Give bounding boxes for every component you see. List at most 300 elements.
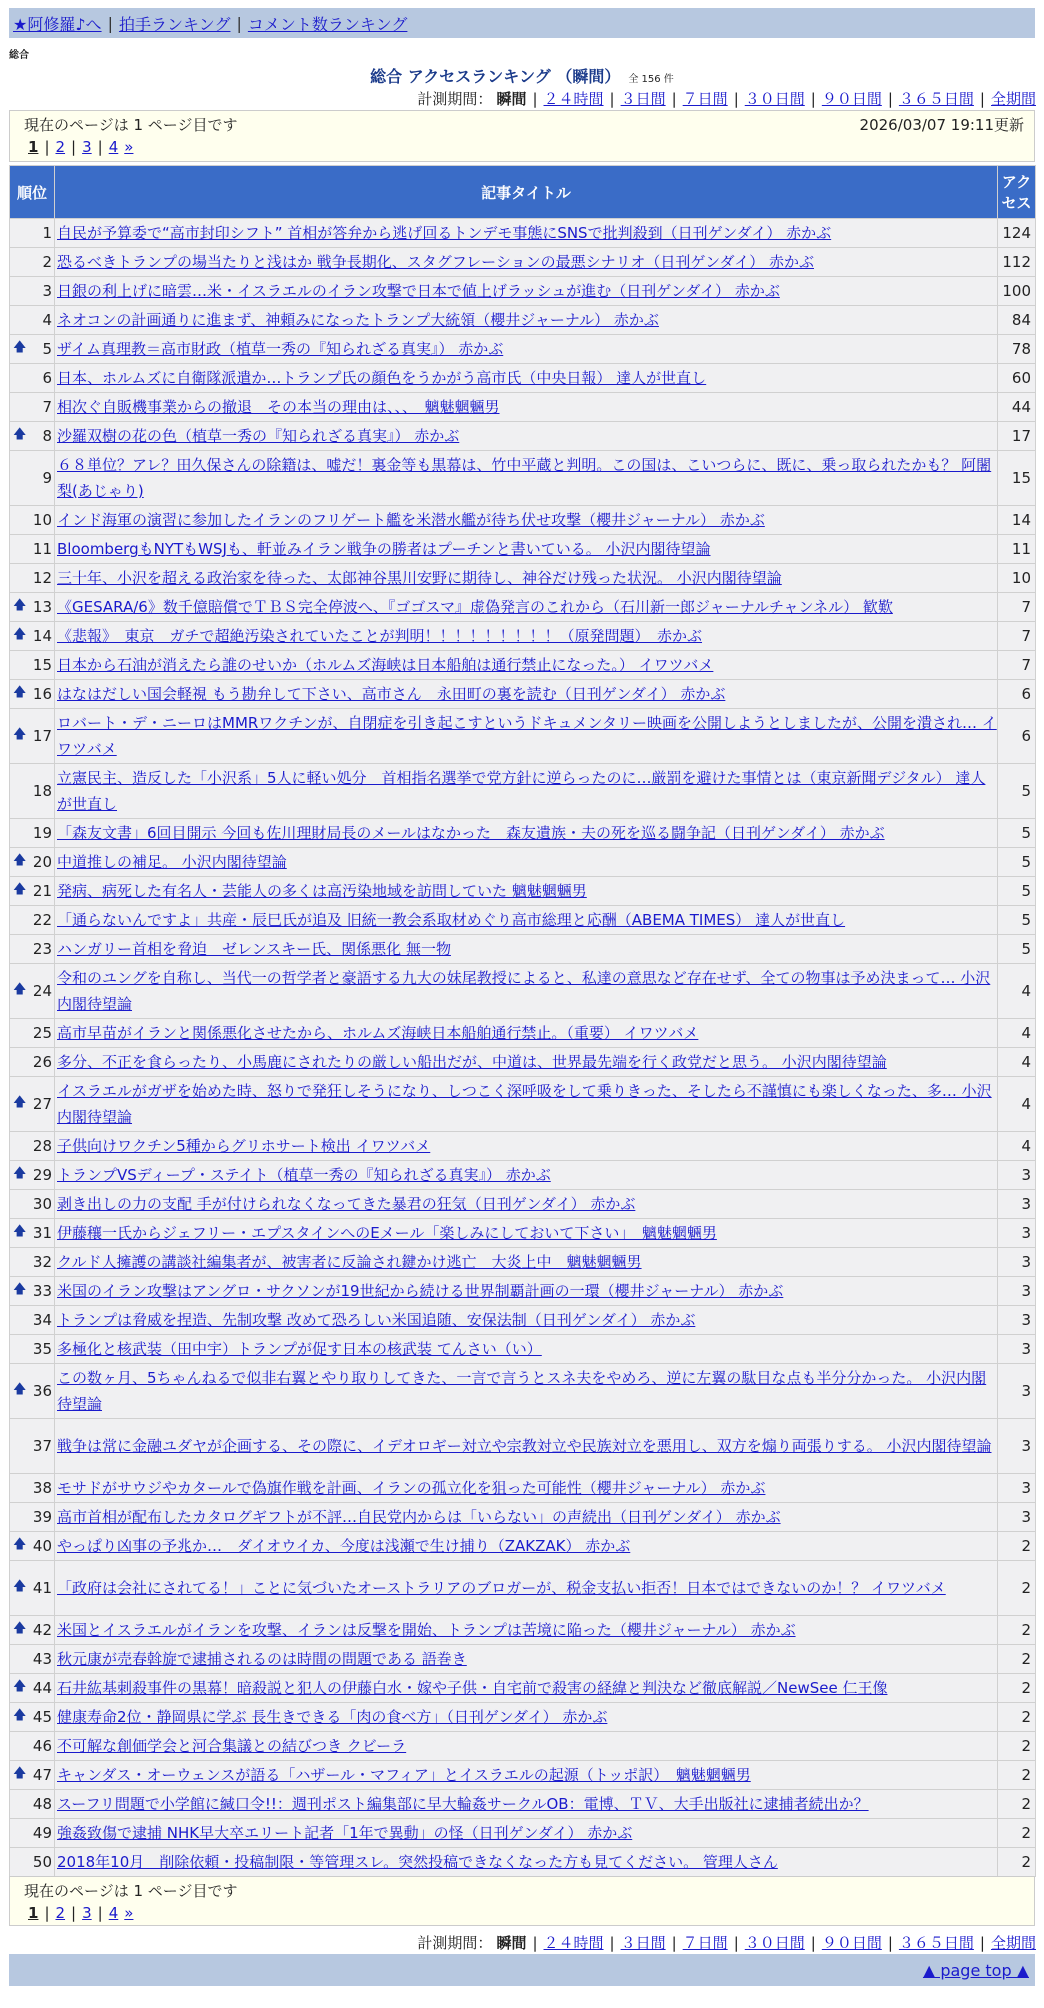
access-count: 3 <box>998 1503 1036 1532</box>
rank-number: 35 <box>32 1340 52 1358</box>
period-label: 計測期間： <box>417 1934 493 1952</box>
title-cell <box>55 651 998 680</box>
article-link[interactable]: 石井紘基刺殺事件の黒幕！暗殺説と犯人の伊藤白水・嫁や子供・自宅前で殺害の経緯と判決など徹底解説／NewSee 仁王像 <box>57 1679 888 1697</box>
table-row <box>10 1077 1036 1132</box>
title-cell <box>55 1703 998 1732</box>
title-cell <box>55 1732 998 1761</box>
separator: | <box>671 89 677 108</box>
access-count: 2 <box>998 1616 1036 1645</box>
title-cell <box>55 535 998 564</box>
article-link[interactable]: イスラエルがガザを始めた時、怒りで発狂しそうになり、しつこく深呼吸をして乗りきった、そしたら不謹慎にも楽しくなった、多… 小沢内閣待望論 <box>57 1082 992 1126</box>
period-link[interactable]: ９０日間 <box>821 90 882 108</box>
access-count: 84 <box>998 306 1036 335</box>
article-link[interactable]: 米国のイラン攻撃はアングロ・サクソンが19世紀から続ける世界制覇計画の一環（櫻井ジャーナル） 赤かぶ <box>57 1282 784 1300</box>
rank-number: 45 <box>32 1708 52 1726</box>
bottom-bar <box>9 1954 1035 1986</box>
title-cell <box>55 1277 998 1306</box>
access-count: 60 <box>998 364 1036 393</box>
access-count: 3 <box>998 1306 1036 1335</box>
title-cell <box>55 1645 998 1674</box>
table-row <box>10 1277 1036 1306</box>
title-cell <box>55 819 998 848</box>
rank-cell <box>10 1048 55 1077</box>
page-info-bottom <box>9 1876 1035 1926</box>
rank-number: 27 <box>32 1095 52 1113</box>
rank-cell <box>10 1364 55 1419</box>
rank-cell <box>10 819 55 848</box>
article-link[interactable]: 米国とイスラエルがイランを攻撃、イランは反撃を開始、トランプは苦境に陥った（櫻井ジャーナル） 赤かぶ <box>57 1621 796 1639</box>
article-link[interactable]: 健康寿命2位・静岡県に学ぶ 長生きできる「肉の食べ方」（日刊ゲンダイ） 赤かぶ <box>57 1708 608 1726</box>
page-top-link[interactable]: ▲ page top ▲ <box>922 1960 1029 1980</box>
title-cell <box>55 1419 998 1474</box>
separator: | <box>97 1904 103 1922</box>
page-link[interactable]: » <box>124 1904 134 1922</box>
separator: | <box>810 1933 816 1952</box>
table-row <box>10 506 1036 535</box>
separator: | <box>887 89 893 108</box>
access-count: 5 <box>998 935 1036 964</box>
title-cell <box>55 877 998 906</box>
article-link[interactable]: ハンガリー首相を脅迫 ゼレンスキー氏、関係悪化 無一物 <box>57 940 451 958</box>
article-link[interactable]: BloombergもNYTもWSJも、軒並みイラン戦争の勝者はプーチンと書いている。 小沢内閣待望論 <box>57 540 711 558</box>
page-link[interactable]: 4 <box>108 1904 119 1922</box>
up-arrow-icon: 🡅 <box>13 1766 27 1781</box>
article-link[interactable]: 子供向けワクチン5種からグリホサート検出 イワツバメ <box>57 1137 431 1155</box>
separator: | <box>733 1933 739 1952</box>
table-row <box>10 277 1036 306</box>
access-count: 4 <box>998 1048 1036 1077</box>
rank-cell <box>10 622 55 651</box>
access-count: 5 <box>998 877 1036 906</box>
rank-number: 21 <box>32 882 52 900</box>
rank-number: 7 <box>42 398 52 416</box>
article-link[interactable]: 「森友文書」6回目開示 今回も佐川理財局長のメールはなかった 森友遺族・夫の死を巡る闘争記（日刊ゲンダイ） 赤かぶ <box>57 824 885 842</box>
rank-cell <box>10 1132 55 1161</box>
access-count: 78 <box>998 335 1036 364</box>
up-arrow-icon: 🡅 <box>13 340 27 355</box>
access-count: 5 <box>998 819 1036 848</box>
table-row <box>10 651 1036 680</box>
up-arrow-icon: 🡅 <box>13 853 27 868</box>
rank-cell <box>10 1703 55 1732</box>
title-cell <box>55 1819 998 1848</box>
title-cell <box>55 1077 998 1132</box>
title-cell <box>55 1132 998 1161</box>
rank-number: 31 <box>32 1224 52 1242</box>
table-row <box>10 1819 1036 1848</box>
table-row <box>10 1190 1036 1219</box>
article-link[interactable]: ザイム真理教＝高市財政（植草一秀の『知られざる真実』） 赤かぶ <box>57 340 504 358</box>
rank-cell <box>10 651 55 680</box>
rank-cell <box>10 1532 55 1561</box>
table-row <box>10 622 1036 651</box>
access-count: 2 <box>998 1819 1036 1848</box>
access-count: 11 <box>998 535 1036 564</box>
title-cell <box>55 248 998 277</box>
rank-cell <box>10 877 55 906</box>
article-link[interactable]: 不可解な創価学会と河合集議との結びつき クビーラ <box>57 1737 407 1755</box>
table-row <box>10 1532 1036 1561</box>
rank-number: 17 <box>32 727 52 745</box>
access-count: 2 <box>998 1848 1036 1877</box>
period-link[interactable]: ９０日間 <box>821 1934 882 1952</box>
rank-cell <box>10 1219 55 1248</box>
rank-number: 49 <box>32 1824 52 1842</box>
title-cell <box>55 277 998 306</box>
access-count: 100 <box>998 277 1036 306</box>
rank-cell <box>10 1161 55 1190</box>
rank-cell <box>10 248 55 277</box>
period-link[interactable]: 全期間 <box>990 90 1036 108</box>
period-link[interactable]: ３０日間 <box>744 90 805 108</box>
access-count: 112 <box>998 248 1036 277</box>
title-cell <box>55 335 998 364</box>
article-link[interactable]: 《悲報》 東京 ガチで超絶汚染されていたことが判明！！！！！！！！！（原発問題） 赤かぶ <box>57 627 703 645</box>
table-row <box>10 1019 1036 1048</box>
up-arrow-icon: 🡅 <box>13 1708 27 1723</box>
rank-number: 2 <box>42 253 52 271</box>
rank-cell <box>10 1645 55 1674</box>
title-cell <box>55 1248 998 1277</box>
article-link[interactable]: やっぱり凶事の予兆か… ダイオウイカ、今度は浅瀬で生け捕り（ZAKZAK） 赤かぶ <box>57 1537 631 1555</box>
access-count: 3 <box>998 1335 1036 1364</box>
rank-number: 11 <box>32 540 52 558</box>
article-link[interactable]: 「通らないんですよ」共産・辰巳氏が追及 旧統一教会系取材めぐり高市総理と応酬（ABEMA TIMES） 達人が世直し <box>57 911 846 929</box>
access-count: 10 <box>998 564 1036 593</box>
rank-cell <box>10 219 55 248</box>
separator: | <box>71 138 77 156</box>
rank-cell <box>10 1248 55 1277</box>
separator: | <box>97 138 103 156</box>
period-link[interactable]: ７日間 <box>682 1934 728 1952</box>
article-link[interactable]: 沙羅双樹の花の色（植草一秀の『知られざる真実』） 赤かぶ <box>57 427 460 445</box>
separator: | <box>671 1933 677 1952</box>
title-cell <box>55 564 998 593</box>
article-link[interactable]: スーフリ問題で小学館に緘口令!!：週刊ポスト編集部に早大輪姦サークルOB：電博、ＴＶ、大手出版社に逮捕者続出か？ <box>57 1795 869 1813</box>
title-cell <box>55 935 998 964</box>
article-link[interactable]: クルド人擁護の講談社編集者が、被害者に反論され鍵かけ逃亡 大炎上中 魑魅魍魎男 <box>57 1253 642 1271</box>
rank-cell <box>10 964 55 1019</box>
rank-cell <box>10 1819 55 1848</box>
rank-cell <box>10 1306 55 1335</box>
table-row <box>10 906 1036 935</box>
rank-number: 46 <box>32 1737 52 1755</box>
table-row <box>10 1419 1036 1474</box>
table-row <box>10 1561 1036 1616</box>
rank-number: 30 <box>32 1195 52 1213</box>
up-arrow-icon: 🡅 <box>13 427 27 442</box>
rank-number: 47 <box>32 1766 52 1784</box>
top-nav-bar <box>9 8 1035 38</box>
access-count: 15 <box>998 451 1036 506</box>
article-link[interactable]: トランプVSディープ・ステイト（植草一秀の『知られざる真実』） 赤かぶ <box>57 1166 551 1184</box>
article-link[interactable]: ロバート・デ・ニーロはMMRワクチンが、自閉症を引き起こすというドキュメンタリー映画を公開しようとしましたが、公開を潰され… イワツバメ <box>57 714 997 758</box>
rank-number: 36 <box>32 1382 52 1400</box>
rank-number: 20 <box>32 853 52 871</box>
article-link[interactable]: ネオコンの計画通りに進まず、神頼みになったトランプ大統領（櫻井ジャーナル） 赤かぶ <box>57 311 659 329</box>
article-link[interactable]: 「政府は会社にされてる！」ことに気づいたオーストラリアのブロガーが、税金支払い拒否！日本ではできないのか！？ イワツバメ <box>57 1579 946 1597</box>
page-link[interactable]: » <box>124 138 134 156</box>
table-row <box>10 248 1036 277</box>
category-label: 総合 <box>9 50 29 61</box>
title-cell <box>55 1048 998 1077</box>
rank-number: 22 <box>32 911 52 929</box>
period-link[interactable]: ７日間 <box>682 90 728 108</box>
rank-number: 10 <box>32 511 52 529</box>
article-link[interactable]: 立憲民主、造反した「小沢系」5人に軽い処分 首相指名選挙で党方針に逆らったのに…厳罰を避けた事情とは（東京新聞デジタル） 達人が世直し <box>57 769 986 813</box>
table-row <box>10 1219 1036 1248</box>
title-cell <box>55 1364 998 1419</box>
period-link[interactable]: ３日間 <box>620 1934 666 1952</box>
page-link[interactable]: 3 <box>82 138 92 156</box>
access-count: 14 <box>998 506 1036 535</box>
rank-number: 9 <box>42 469 52 487</box>
article-link[interactable]: 令和のユングを自称し、当代一の哲学者と豪語する九大の妹尾教授によると、私達の意思など存在せず、全ての物事は予め決まって… 小沢内閣待望論 <box>57 969 991 1013</box>
period-selector-bottom <box>417 1932 1036 1953</box>
period-link[interactable]: ３６５日間 <box>898 90 974 108</box>
article-link[interactable]: 発病、病死した有名人・芸能人の多くは高汚染地域を訪問していた 魑魅魍魎男 <box>57 882 587 900</box>
article-link[interactable]: 恐るべきトランプの場当たりと浅はか 戦争長期化、スタグフレーションの最悪シナリオ（日刊ゲンダイ） 赤かぶ <box>57 253 814 271</box>
up-arrow-icon: 🡅 <box>13 1537 27 1552</box>
separator: | <box>532 89 538 108</box>
title-cell <box>55 1761 998 1790</box>
table-row <box>10 964 1036 1019</box>
rank-cell <box>10 1848 55 1877</box>
separator: | <box>733 89 739 108</box>
separator: | <box>107 13 113 33</box>
total-count: 全 156 件 <box>628 74 674 85</box>
rank-number: 40 <box>32 1537 52 1555</box>
rank-number: 12 <box>32 569 52 587</box>
up-arrow-icon: 🡅 <box>13 598 27 613</box>
rank-number: 19 <box>32 824 52 842</box>
article-link[interactable]: インド海軍の演習に参加したイランのフリゲート艦を米潜水艦が待ち伏せ攻撃（櫻井ジャーナル） 赤かぶ <box>57 511 765 529</box>
period-selector-top <box>417 88 1036 109</box>
rank-number: 3 <box>42 282 52 300</box>
access-count: 2 <box>998 1561 1036 1616</box>
access-count: 7 <box>998 593 1036 622</box>
rank-cell <box>10 1419 55 1474</box>
rank-number: 37 <box>32 1437 52 1455</box>
page-current: 1 <box>28 138 39 156</box>
article-link[interactable]: 中道推しの補足。 小沢内閣待望論 <box>57 853 287 871</box>
updated-time: 2026/03/07 19:11更新 <box>859 115 1024 134</box>
article-link[interactable]: 多極化と核武装（田中宇）トランプが促す日本の核武装 てんさい（い） <box>57 1340 542 1358</box>
article-link[interactable]: 日銀の利上げに暗雲…米・イスラエルのイラン攻撃で日本で値上げラッシュが進む（日刊ゲンダイ） 赤かぶ <box>57 282 780 300</box>
table-row <box>10 1335 1036 1364</box>
access-count: 2 <box>998 1761 1036 1790</box>
separator: | <box>979 89 985 108</box>
access-count: 5 <box>998 848 1036 877</box>
table-row <box>10 335 1036 364</box>
article-link[interactable]: 高市首相が配布したカタログギフトが不評…自民党内からは「いらない」の声続出（日刊ゲンダイ） 赤かぶ <box>57 1508 781 1526</box>
rank-number: 6 <box>42 369 52 387</box>
article-link[interactable]: 三十年、小沢を超える政治家を待った、太郎神谷黒川安野に期待し、神谷だけ残った状況。 小沢内閣待望論 <box>57 569 782 587</box>
access-count: 3 <box>998 1190 1036 1219</box>
table-row <box>10 1645 1036 1674</box>
rank-cell <box>10 1019 55 1048</box>
access-count: 124 <box>998 219 1036 248</box>
up-arrow-icon: 🡅 <box>13 1679 27 1694</box>
article-link[interactable]: 伊藤穰一氏からジェフリー・エプスタインへのEメール「楽しみにしておいて下さい」 魑魅魍魎男 <box>57 1224 717 1242</box>
table-row <box>10 1790 1036 1819</box>
home-link[interactable]: ★阿修羅♪へ <box>13 14 102 34</box>
rank-number: 5 <box>42 340 52 358</box>
title-cell <box>55 1674 998 1703</box>
rank-cell <box>10 451 55 506</box>
rank-number: 50 <box>32 1853 52 1871</box>
table-row <box>10 1364 1036 1419</box>
article-link[interactable]: はなはだしい国会軽視 もう勘弁して下さい、高市さん 永田町の裏を読む（日刊ゲンダイ） 赤かぶ <box>57 685 726 703</box>
article-link[interactable]: この数ヶ月、5ちゃんねるで似非右翼とやり取りしてきた、一言で言うとスネ夫をやめろ、逆に左翼の駄目な点も半分分かった。 小沢内閣待望論 <box>57 1369 987 1413</box>
article-link[interactable]: 戦争は常に金融ユダヤが企画する、その際に、イデオロギー対立や宗教対立や民族対立を悪用し、双方を煽り両張りする。 小沢内閣待望論 <box>57 1437 992 1455</box>
up-arrow-icon: 🡅 <box>13 1282 27 1297</box>
separator: | <box>887 1933 893 1952</box>
up-arrow-icon: 🡅 <box>13 1095 27 1110</box>
rank-cell <box>10 564 55 593</box>
title-cell <box>55 1190 998 1219</box>
table-row <box>10 364 1036 393</box>
rank-cell <box>10 535 55 564</box>
up-arrow-icon: 🡅 <box>13 882 27 897</box>
table-row <box>10 1306 1036 1335</box>
title-cell <box>55 506 998 535</box>
period-link[interactable]: 全期間 <box>990 1934 1036 1952</box>
clap-ranking-link[interactable]: 拍手ランキング <box>118 14 231 34</box>
title-cell <box>55 709 998 764</box>
access-count: 4 <box>998 964 1036 1019</box>
article-link[interactable]: 日本から石油が消えたら誰のせいか（ホルムズ海峡は日本船舶は通行禁止になった。） イワツバメ <box>57 656 714 674</box>
article-link[interactable]: 秋元康が売春斡旋で逮捕されるのは時間の問題である 語巻き <box>57 1650 467 1668</box>
rank-number: 34 <box>32 1311 52 1329</box>
rank-number: 29 <box>32 1166 52 1184</box>
table-row <box>10 764 1036 819</box>
article-link[interactable]: トランプは脅威を捏造、先制攻撃 改めて恐ろしい米国追随、安保法制（日刊ゲンダイ） 赤かぶ <box>57 1311 696 1329</box>
rank-cell <box>10 764 55 819</box>
rank-number: 25 <box>32 1024 52 1042</box>
rank-number: 15 <box>32 656 52 674</box>
title-cell <box>55 1616 998 1645</box>
rank-cell <box>10 1616 55 1645</box>
rank-cell <box>10 1790 55 1819</box>
separator: | <box>609 1933 615 1952</box>
separator: | <box>44 1904 50 1922</box>
article-link[interactable]: キャンダス・オーウェンスが語る「ハザール・マフィア」とイスラエルの起源（トッポ訳） 魑魅魍魎男 <box>57 1766 751 1784</box>
article-link[interactable]: 《GESARA/6》数千億賠償でＴＢＳ完全停波へ、『ゴゴスマ』虚偽発言のこれから（石川新一郎ジャーナルチャンネル） 歓歎 <box>57 598 893 616</box>
rank-cell <box>10 1077 55 1132</box>
rank-number: 24 <box>32 982 52 1000</box>
title-cell <box>55 906 998 935</box>
ranking-table <box>9 165 1036 1877</box>
table-row <box>10 1248 1036 1277</box>
table-row <box>10 306 1036 335</box>
access-count: 4 <box>998 1132 1036 1161</box>
access-count: 2 <box>998 1674 1036 1703</box>
article-link[interactable]: 自民が予算委で“高市封印シフト” 首相が答弁から逃げ回るトンデモ事態にSNSで批判殺到（日刊ゲンダイ） 赤かぶ <box>57 224 832 242</box>
table-row <box>10 564 1036 593</box>
table-row <box>10 535 1036 564</box>
article-link[interactable]: 多分、不正を食らったり、小馬鹿にされたりの厳しい船出だが、中道は、世界最先端を行く政党だと思う。 小沢内閣待望論 <box>57 1053 887 1071</box>
period-link[interactable]: ３日間 <box>620 90 666 108</box>
access-count: 6 <box>998 709 1036 764</box>
access-count: 2 <box>998 1532 1036 1561</box>
article-link[interactable]: 相次ぐ自販機事業からの撤退 その本当の理由は、、、 魑魅魍魎男 <box>57 398 500 416</box>
article-link[interactable]: ６８単位？アレ？田久保さんの除籍は、嘘だ！裏金等も黒幕は、竹中平蔵と判明。この国は、こいつらに、既に、乗っ取られたかも？ 阿闍梨(あじゃり) <box>57 456 992 500</box>
access-count: 6 <box>998 680 1036 709</box>
title-cell <box>55 622 998 651</box>
title-cell <box>55 680 998 709</box>
access-count: 4 <box>998 1077 1036 1132</box>
rank-cell <box>10 1761 55 1790</box>
access-count: 3 <box>998 1219 1036 1248</box>
page-link[interactable]: 2 <box>55 1904 66 1922</box>
title-cell <box>55 451 998 506</box>
access-count: 44 <box>998 393 1036 422</box>
title-cell <box>55 764 998 819</box>
current-page-text: 現在のページは 1 ページ目です <box>24 1881 238 1900</box>
rank-number: 41 <box>32 1579 52 1597</box>
table-row <box>10 877 1036 906</box>
period-link[interactable]: ２４時間 <box>543 90 604 108</box>
rank-cell <box>10 393 55 422</box>
up-arrow-icon: 🡅 <box>13 1579 27 1594</box>
access-count: 2 <box>998 1732 1036 1761</box>
table-row <box>10 1761 1036 1790</box>
rank-number: 44 <box>32 1679 52 1697</box>
separator: | <box>609 89 615 108</box>
title-cell <box>55 1503 998 1532</box>
period-link[interactable]: ３０日間 <box>744 1934 805 1952</box>
article-link[interactable]: 強姦致傷で逮捕 NHK早大卒エリート記者「1年で異動」の怪（日刊ゲンダイ） 赤かぶ <box>57 1824 633 1842</box>
period-link[interactable]: ２４時間 <box>543 1934 604 1952</box>
article-link[interactable]: モサドがサウジやカタールで偽旗作戦を計画、イランの孤立化を狙った可能性（櫻井ジャーナル） 赤かぶ <box>57 1479 766 1497</box>
up-arrow-icon: 🡅 <box>13 1166 27 1181</box>
article-link[interactable]: 日本、ホルムズに自衛隊派遣か…トランプ氏の顔色をうかがう高市氏（中央日報） 達人が世直し <box>57 369 707 387</box>
rank-cell <box>10 1674 55 1703</box>
access-count: 3 <box>998 1277 1036 1306</box>
article-link[interactable]: 2018年10月 削除依頼・投稿制限・等管理スレ。突然投稿できなくなった方も見てください。 管理人さん <box>57 1853 778 1871</box>
article-link[interactable]: 剥き出しの力の支配 手が付けられなくなってきた暴君の狂気（日刊ゲンダイ） 赤かぶ <box>57 1195 636 1213</box>
rank-number: 23 <box>32 940 52 958</box>
rank-number: 39 <box>32 1508 52 1526</box>
title-cell <box>55 1019 998 1048</box>
title-cell <box>55 1219 998 1248</box>
table-row <box>10 1674 1036 1703</box>
separator: | <box>236 13 242 33</box>
article-link[interactable]: 高市早苗がイランと関係悪化させたから、ホルムズ海峡日本船舶通行禁止。（重要） イワツバメ <box>57 1024 699 1042</box>
table-row <box>10 593 1036 622</box>
page-link[interactable]: 2 <box>55 138 66 156</box>
title-cell <box>55 393 998 422</box>
title-cell <box>55 1532 998 1561</box>
page-link[interactable]: 4 <box>108 138 119 156</box>
rank-cell <box>10 1561 55 1616</box>
rank-cell <box>10 1503 55 1532</box>
comment-ranking-link[interactable]: コメント数ランキング <box>247 14 408 34</box>
up-arrow-icon: 🡅 <box>13 1382 27 1397</box>
up-arrow-icon: 🡅 <box>13 727 27 742</box>
rank-cell <box>10 906 55 935</box>
current-page-text: 現在のページは 1 ページ目です <box>24 115 238 134</box>
rank-number: 38 <box>32 1479 52 1497</box>
page-link[interactable]: 3 <box>82 1904 92 1922</box>
title-cell <box>55 306 998 335</box>
period-link[interactable]: ３６５日間 <box>898 1934 974 1952</box>
title-cell <box>55 364 998 393</box>
rank-number: 1 <box>42 224 52 242</box>
rank-number: 32 <box>32 1253 52 1271</box>
table-row <box>10 451 1036 506</box>
